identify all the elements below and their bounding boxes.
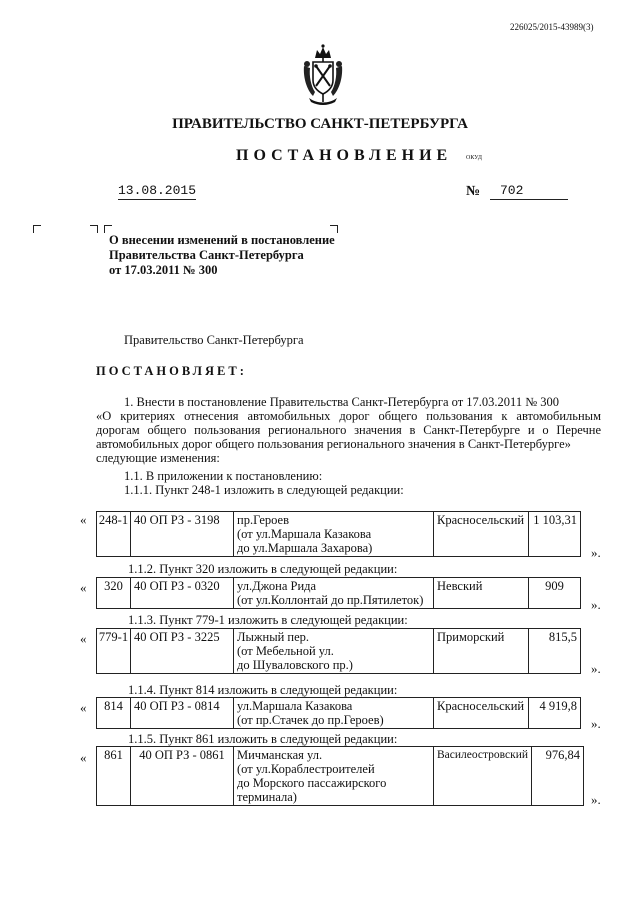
document-title <box>109 233 335 278</box>
table-row <box>97 578 581 609</box>
cell-num: 861 <box>97 747 131 806</box>
paragraph-1 <box>96 395 601 465</box>
name-line: до ул.Маршала Захарова) <box>237 541 373 555</box>
corner-mark <box>330 225 338 233</box>
issuer-text: Правительство Санкт-Петербурга <box>124 333 304 347</box>
cell-district: Приморский <box>434 629 529 674</box>
road-table <box>96 746 584 806</box>
close-quote: ». <box>591 661 601 676</box>
close-quote: ». <box>591 716 601 731</box>
road-table <box>96 697 581 729</box>
name-line: Мичманская ул. <box>237 748 323 762</box>
title-line: Правительства Санкт-Петербурга <box>109 248 304 262</box>
cell-num: 320 <box>97 578 131 609</box>
table-row <box>97 512 581 557</box>
road-table <box>96 628 581 674</box>
cell-name <box>234 512 434 557</box>
title-line: от 17.03.2011 № 300 <box>109 263 218 277</box>
cell-length: 815,5 <box>529 629 581 674</box>
corner-mark <box>90 225 98 233</box>
name-line: (от Мебельной ул. <box>237 644 334 658</box>
name-line: ул.Маршала Казакова <box>237 699 353 713</box>
cell-code: 40 ОП РЗ - 0814 <box>131 698 234 729</box>
road-table <box>96 577 581 609</box>
number-label: № <box>466 184 481 199</box>
name-line: ул.Джона Рида <box>237 579 317 593</box>
cell-district: Красносельский <box>434 512 529 557</box>
decree-number: 702 <box>490 183 568 200</box>
name-line: (от пр.Стачек до пр.Героев) <box>237 713 384 727</box>
decree-date: 13.08.2015 <box>118 183 197 198</box>
name-line: пр.Героев <box>237 513 289 527</box>
subsection-1-1: 1.1. В приложении к постановлению: <box>124 469 323 483</box>
cell-length: 976,84 <box>532 747 584 806</box>
name-line: до Морского пассажирского <box>237 776 387 790</box>
cell-length: 909 <box>529 578 581 609</box>
paragraph-line: 1. Внести в постановление Правительства Санкт-Петербурга от 17.03.2011 № 300 <box>124 395 560 409</box>
cell-num: 248-1 <box>97 512 131 557</box>
title-line: О внесении изменений в постановление <box>109 233 335 247</box>
cell-name <box>234 747 434 806</box>
open-quote: « <box>80 750 87 765</box>
cell-code: 40 ОП РЗ - 0861 <box>131 747 234 806</box>
table-row <box>97 747 584 806</box>
table-row <box>97 698 581 729</box>
paragraph-text: «О критериях отнесения автомобильных дорог общего пользования к автомобильным дорогам общего пользования регионального значения в Санкт-Петербурге и о Перечне автомобильных дорог общего пользования регионального значения в Санкт-Петербурге» <box>96 409 601 451</box>
open-quote: « <box>80 512 87 527</box>
document-id: 226025/2015-43989(3) <box>510 22 594 32</box>
cell-code: 40 ОП РЗ - 3198 <box>131 512 234 557</box>
name-line: (от ул.Коллонтай до пр.Пятилеток) <box>237 593 424 607</box>
subsection-1-1-4: 1.1.4. Пункт 814 изложить в следующей редакции: <box>128 683 398 697</box>
close-quote: ». <box>591 792 601 807</box>
name-line: до Шуваловского пр.) <box>237 658 353 672</box>
okud-label: ОКУД <box>466 155 482 161</box>
subsection-1-1-1: 1.1.1. Пункт 248-1 изложить в следующей редакции: <box>124 483 404 497</box>
cell-num: 779-1 <box>97 629 131 674</box>
open-quote: « <box>80 700 87 715</box>
cell-num: 814 <box>97 698 131 729</box>
name-line: (от ул.Кораблестроителей <box>237 762 375 776</box>
resolves-heading: ПОСТАНОВЛЯЕТ: <box>96 364 247 378</box>
close-quote: ». <box>591 597 601 612</box>
close-quote: ». <box>591 545 601 560</box>
subsection-1-1-5: 1.1.5. Пункт 861 изложить в следующей редакции: <box>128 732 398 746</box>
cell-length: 4 919,8 <box>529 698 581 729</box>
cell-district: Красносельский <box>434 698 529 729</box>
name-line: Лыжный пер. <box>237 630 310 644</box>
corner-mark <box>33 225 41 233</box>
table-row <box>97 629 581 674</box>
cell-district: Василеостровский <box>434 747 532 806</box>
cell-code: 40 ОП РЗ - 0320 <box>131 578 234 609</box>
name-line: терминала) <box>237 790 297 804</box>
open-quote: « <box>80 580 87 595</box>
open-quote: « <box>80 631 87 646</box>
cell-name <box>234 578 434 609</box>
cell-district: Невский <box>434 578 529 609</box>
cell-name <box>234 698 434 729</box>
paragraph-line: следующие изменения: <box>96 451 220 465</box>
cell-code: 40 ОП РЗ - 3225 <box>131 629 234 674</box>
cell-length: 1 103,31 <box>529 512 581 557</box>
road-table <box>96 511 581 557</box>
decree-heading: ПОСТАНОВЛЕНИЕ <box>236 147 453 164</box>
name-line: (от ул.Маршала Казакова <box>237 527 372 541</box>
subsection-1-1-3: 1.1.3. Пункт 779-1 изложить в следующей редакции: <box>128 613 408 627</box>
subsection-1-1-2: 1.1.2. Пункт 320 изложить в следующей редакции: <box>128 562 398 576</box>
cell-name <box>234 629 434 674</box>
government-heading: ПРАВИТЕЛЬСТВО САНКТ-ПЕТЕРБУРГА <box>172 116 468 132</box>
st-petersburg-coat-of-arms-icon <box>301 44 345 106</box>
corner-mark <box>104 225 112 233</box>
